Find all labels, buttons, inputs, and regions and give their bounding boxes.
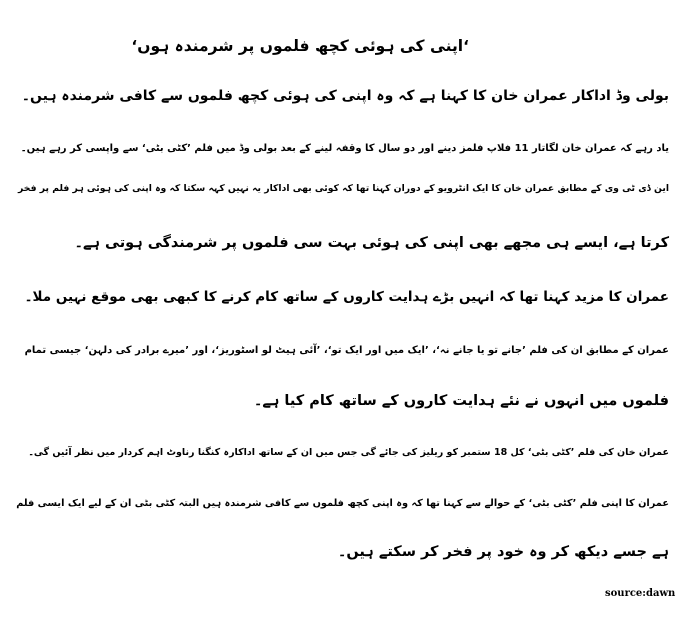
paragraph-3-line-2: کرتا ہے، ایسے ہی مجھے بھی اپنی کی ہوئی بہت سی فلموں پر شرمندگی ہوتی ہے۔ xyxy=(74,235,669,251)
paragraph-7-line-2: ہے جسے دیکھ کر وہ خود پر فخر کر سکتے ہیں۔ xyxy=(337,544,669,560)
article-title: ‘اپنی کی ہوئی کچھ فلموں پر شرمندہ ہوں‘ xyxy=(131,37,469,55)
paragraph-4-line-1: عمران کا مزید کہنا تھا کہ انہیں بڑے ہدایت کاروں کے ساتھ کام کرنے کا کبھی بھی موقع نہیں ملا۔ xyxy=(24,289,669,305)
paragraph-3-line-1: این ڈی ٹی وی کے مطابق عمران خان کا ایک انٹرویو کے دوران کہنا تھا کہ کوئی بھی اداکار یہ نہیں کہہ سکتا کہ وہ اپنی کی ہوئی ہر فلم پر فخر xyxy=(18,183,669,194)
paragraph-5-line-2: فلموں میں انہوں نے نئے ہدایت کاروں کے ساتھ کام کیا ہے۔ xyxy=(253,393,669,409)
paragraph-7-line-1: عمران کا اپنی فلم ’کٹی بٹی‘ کے حوالے سے کہنا تھا کہ وہ اپنی کچھ فلموں سے کافی شرمندہ ہیں البتہ کٹی بٹی ان کے لیے ایک ایسی فلم xyxy=(16,498,669,509)
paragraph-2-line-1: یاد رہے کہ عمران خان لگاتار 11 فلاپ فلمز دینے اور دو سال کا وقفہ لینے کے بعد بولی وڈ میں فلم ’کٹی بٹی‘ سے واپسی کر رہے ہیں۔ xyxy=(20,143,669,154)
paragraph-5-line-1: عمران کے مطابق ان کی فلم ’جانے تو یا جانے نہ‘، ’ایک میں اور ایک تو‘، ’آئی ہیٹ لو اسٹوریز‘، اور ’میرے برادر کی دلہن‘ جیسی تمام xyxy=(24,345,669,356)
source-credit: source:dawn xyxy=(605,588,676,599)
paragraph-1-line-1: بولی وڈ اداکار عمران خان کا کہنا ہے کہ وہ اپنی کی ہوئی کچھ فلموں سے کافی شرمندہ ہیں۔ xyxy=(21,88,669,104)
paragraph-6-line-1: عمران خان کی فلم ’کٹی بٹی‘ کل 18 ستمبر کو ریلیز کی جائے گی جس میں ان کے ساتھ اداکارہ کنگنا رناوٹ اہم کردار میں نظر آئیں گی۔ xyxy=(28,447,669,458)
